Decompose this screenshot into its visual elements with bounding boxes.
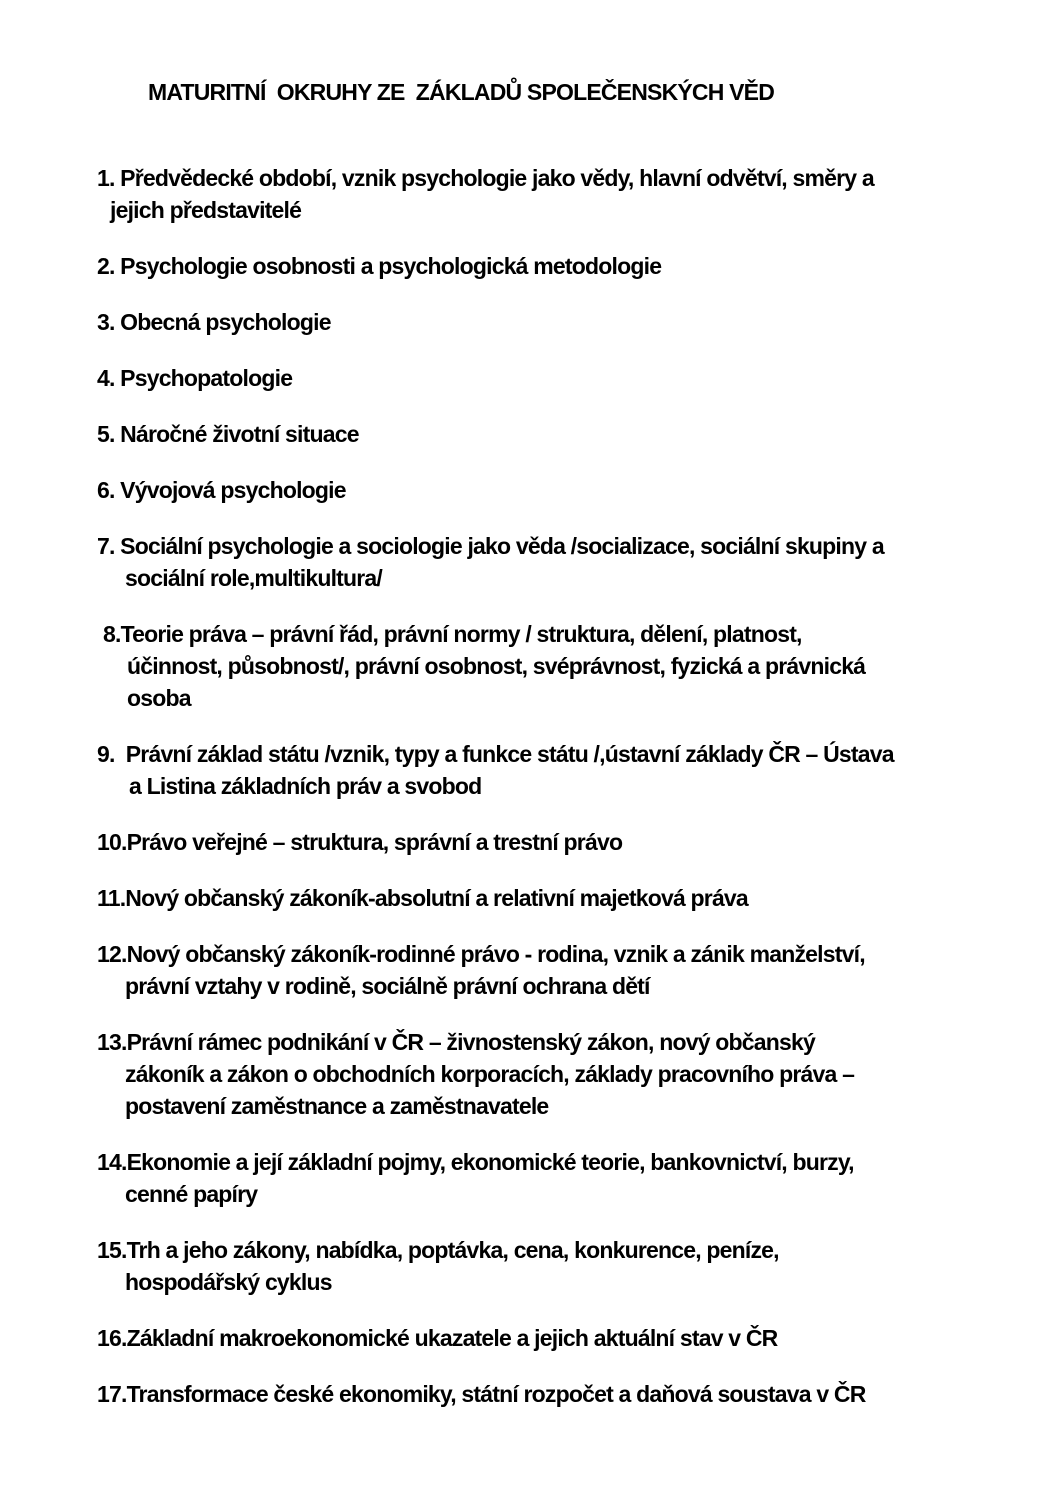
list-item-1 <box>97 162 1040 226</box>
list-item-line: 4. Psychopatologie <box>97 365 293 391</box>
list-item-line: 1. Předvědecké období, vznik psychologie jako vědy, hlavní odvětví, směry a <box>97 165 874 191</box>
list-item-line: 15.Trh a jeho zákony, nabídka, poptávka, cena, konkurence, peníze, <box>97 1237 779 1263</box>
list-item-11 <box>97 882 1040 914</box>
list-item-line: sociální role,multikultura/ <box>125 565 383 591</box>
list-item-line: hospodářský cyklus <box>125 1269 332 1295</box>
list-item-line: 5. Náročné životní situace <box>97 421 359 447</box>
list-item-4 <box>97 362 1040 394</box>
list-item-line: 16.Základní makroekonomické ukazatele a jejich aktuální stav v ČR <box>97 1325 778 1351</box>
list-item-line: zákoník a zákon o obchodních korporacích, základy pracovního práva – <box>125 1061 855 1087</box>
list-item-line: 7. Sociální psychologie a sociologie jako věda /socializace, sociální skupiny a <box>97 533 884 559</box>
list-item-5 <box>97 418 1040 450</box>
list-item-line: postavení zaměstnance a zaměstnavatele <box>125 1093 549 1119</box>
list-item-line: 11.Nový občanský zákoník-absolutní a relativní majetková práva <box>97 885 748 911</box>
list-item-line: 3. Obecná psychologie <box>97 309 331 335</box>
list-item-3 <box>97 306 1040 338</box>
list-item-line: jejich představitelé <box>110 197 302 223</box>
list-item-line: 14.Ekonomie a její základní pojmy, ekonomické teorie, bankovnictví, burzy, <box>97 1149 854 1175</box>
list-item-6 <box>97 474 1040 506</box>
page-title: MATURITNÍ OKRUHY ZE ZÁKLADŮ SPOLEČENSKÝCH VĚD <box>148 79 775 105</box>
list-item-line: 9. Právní základ státu /vznik, typy a funkce státu /,ústavní základy ČR – Ústava <box>97 741 894 767</box>
list-item-line: právní vztahy v rodině, sociálně právní ochrana dětí <box>125 973 650 999</box>
topics-list <box>97 162 1040 1410</box>
list-item-7 <box>97 530 1040 594</box>
list-item-8 <box>97 618 1040 714</box>
list-item-12 <box>97 938 1040 1002</box>
list-item-line: účinnost, působnost/, právní osobnost, svéprávnost, fyzická a právnická <box>127 653 866 679</box>
list-item-line: 2. Psychologie osobnosti a psychologická metodologie <box>97 253 662 279</box>
list-item-line: a Listina základních práv a svobod <box>129 773 482 799</box>
list-item-17 <box>97 1378 1040 1410</box>
list-item-line: cenné papíry <box>125 1181 258 1207</box>
list-item-line: 12.Nový občanský zákoník-rodinné právo - rodina, vznik a zánik manželství, <box>97 941 865 967</box>
list-item-line: 10.Právo veřejné – struktura, správní a trestní právo <box>97 829 623 855</box>
list-item-line: 8.Teorie práva – právní řád, právní normy / struktura, dělení, platnost, <box>103 621 802 647</box>
list-item-2 <box>97 250 1040 282</box>
list-item-10 <box>97 826 1040 858</box>
list-item-line: osoba <box>127 685 191 711</box>
list-item-16 <box>97 1322 1040 1354</box>
list-item-line: 6. Vývojová psychologie <box>97 477 346 503</box>
list-item-line: 17.Transformace české ekonomiky, státní rozpočet a daňová soustava v ČR <box>97 1381 866 1407</box>
list-item-line: 13.Právní rámec podnikání v ČR – živnostenský zákon, nový občanský <box>97 1029 815 1055</box>
list-item-15 <box>97 1234 1040 1298</box>
list-item-13 <box>97 1026 1040 1122</box>
list-item-14 <box>97 1146 1040 1210</box>
list-item-9 <box>97 738 1040 802</box>
